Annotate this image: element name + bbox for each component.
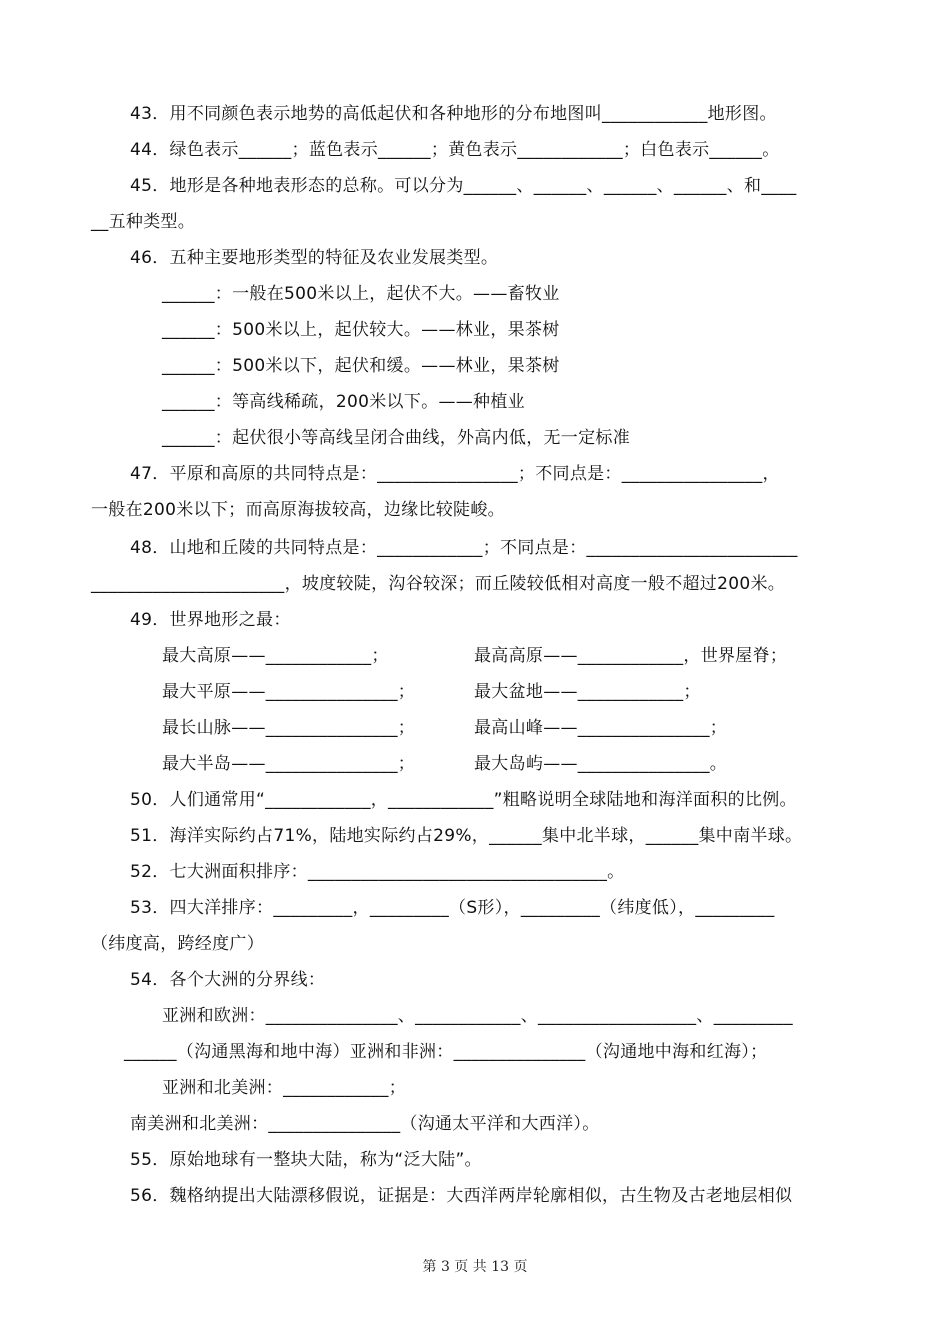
question-44: 44．绿色表示______；蓝色表示______；黄色表示____________；白色表示______。	[130, 140, 780, 160]
question-55: 55．原始地球有一整块大陆，称为“泛大陆”。	[130, 1150, 482, 1170]
page-footer: 第 3 页 共 13 页	[422, 1259, 528, 1275]
largest-peninsula: 最大半岛——_______________；	[162, 754, 416, 774]
question-53-cont: （纬度高，跨经度广）	[91, 934, 264, 954]
largest-island: 最大岛屿——_______________。	[474, 754, 728, 774]
question-46-item-1: ______：一般在500米以上，起伏不大。——畜牧业	[162, 284, 560, 304]
largest-basin: 最大盆地——____________；	[474, 682, 701, 702]
south-north-america-boundary: 南美洲和北美洲：_______________（沟通太平洋和大西洋）。	[130, 1114, 600, 1134]
question-46-item-5: ______：起伏很小等高线呈闭合曲线，外高内低，无一定标准	[162, 428, 630, 448]
highest-peak: 最高山峰——_______________；	[474, 718, 728, 738]
question-56: 56．魏格纳提出大陆漂移假说，证据是：大西洋两岸轮廓相似，古生物及古老地层相似	[130, 1186, 793, 1206]
question-47-cont: 一般在200米以下；而高原海拔较高，边缘比较陡峻。	[91, 500, 505, 520]
question-50: 50．人们通常用“____________，____________”粗略说明全球陆地和海洋面积的比例。	[130, 790, 797, 810]
asia-north-america-boundary: 亚洲和北美洲：____________；	[162, 1078, 406, 1098]
highest-plateau: 最高高原——____________，世界屋脊；	[474, 646, 788, 666]
question-45-cont: __五种类型。	[91, 212, 196, 232]
question-54: 54．各个大洲的分界线：	[130, 970, 326, 990]
question-46-item-3: ______：500米以下，起伏和缓。——林业，果茶树	[162, 356, 560, 376]
question-46-item-2: ______：500米以上，起伏较大。——林业，果茶树	[162, 320, 560, 340]
question-45: 45．地形是各种地表形态的总称。可以分为______、______、______、______、和____	[130, 176, 797, 196]
question-46-item-4: ______：等高线稀疏，200米以下。——种植业	[162, 392, 525, 412]
largest-plain: 最大平原——_______________；	[162, 682, 416, 702]
asia-europe-boundary: 亚洲和欧洲：_______________、____________、__________________、_________	[162, 1006, 793, 1026]
largest-plateau: 最大高原——____________；	[162, 646, 389, 666]
question-49: 49．世界地形之最：	[130, 610, 291, 630]
longest-mountain-range: 最长山脉——_______________；	[162, 718, 416, 738]
question-52: 52．七大洲面积排序：__________________________________。	[130, 862, 625, 882]
question-43: 43．用不同颜色表示地势的高低起伏和各种地形的分布地图叫____________地形图。	[130, 104, 777, 124]
question-53: 53．四大洋排序：_________，_________（S形），_________（纬度低），_________	[130, 898, 775, 918]
question-46: 46．五种主要地形类型的特征及农业发展类型。	[130, 248, 499, 268]
question-47: 47．平原和高原的共同特点是：________________；不同点是：________________，	[130, 464, 780, 484]
question-51: 51．海洋实际约占71%，陆地实际约占29%，______集中北半球，______集中南半球。	[130, 826, 803, 846]
question-48: 48．山地和丘陵的共同特点是：____________；不同点是：________________________	[130, 538, 798, 558]
question-48-cont: ______________________，坡度较陡，沟谷较深；而丘陵较低相对高度一般不超过200米。	[91, 574, 786, 594]
asia-africa-boundary: ______（沟通黑海和地中海）亚洲和非洲：_______________（沟通地中海和红海）；	[124, 1042, 768, 1062]
